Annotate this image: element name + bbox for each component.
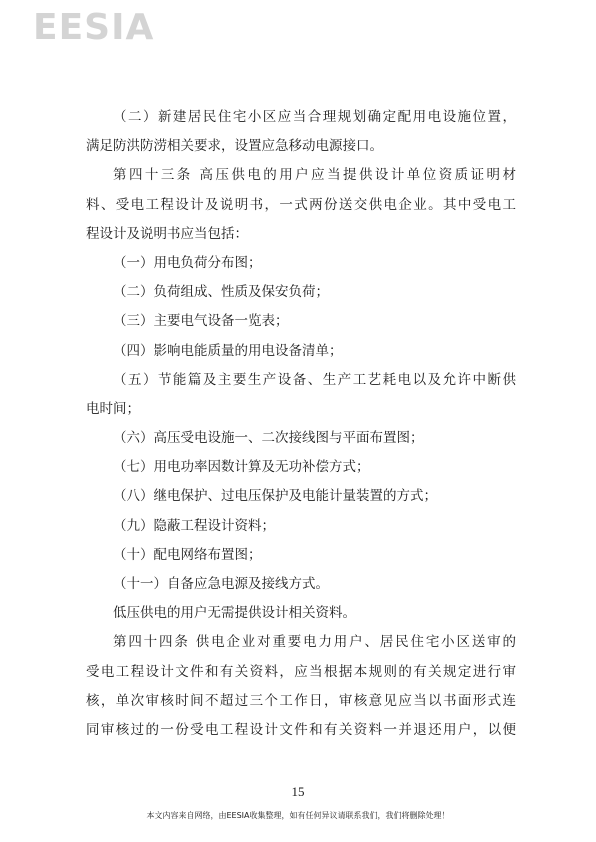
- text-line: （二）负荷组成、性质及保安负荷；: [113, 284, 329, 301]
- text-line: 低压供电的用户无需提供设计相关资料。: [113, 605, 356, 622]
- footer-disclaimer: 本文内容来自网络，由EESIA收集整理，如有任何异议请联系我们，我们将删除处理！: [146, 811, 450, 820]
- text-line: 受电工程设计文件和有关资料，应当根据本规则的有关规定进行审: [86, 663, 516, 680]
- text-line: （一）用电负荷分布图；: [113, 254, 262, 271]
- text-line: （七）用电功率因数计算及无功补偿方式；: [113, 459, 370, 476]
- text-line: 第四十三条 高压供电的用户应当提供设计单位资质证明材: [113, 167, 516, 184]
- text-line: （二）新建居民住宅小区应当合理规划确定配用电设施位置，: [113, 109, 516, 125]
- text-line: （八）继电保护、过电压保护及电能计量装置的方式；: [113, 488, 437, 505]
- text-line: 满足防洪防涝相关要求，设置应急移动电源接口。: [86, 138, 383, 155]
- eesia-logo: EESIA: [33, 7, 155, 48]
- text-line: 程设计及说明书应当包括：: [86, 225, 248, 242]
- text-line: （十）配电网络布置图；: [113, 546, 262, 563]
- document-body: [86, 103, 516, 745]
- page-number: 15: [291, 784, 305, 799]
- text-line: （九）隐蔽工程设计资料；: [113, 517, 275, 534]
- text-line: 料、受电工程设计及说明书，一式两份送交供电企业。其中受电工: [86, 196, 516, 213]
- text-line: （十一）自备应急电源及接线方式。: [113, 576, 329, 592]
- text-line: （四）影响电能质量的用电设备清单；: [113, 342, 343, 359]
- text-line: （六）高压受电设施一、二次接线图与平面布置图；: [113, 430, 424, 447]
- text-line: （三）主要电气设备一览表；: [113, 313, 289, 330]
- text-line: 第四十四条 供电企业对重要电力用户、居民住宅小区送审的: [113, 634, 516, 651]
- text-line: 电时间；: [86, 400, 140, 417]
- text-line: （五）节能篇及主要生产设备、生产工艺耗电以及允许中断供: [113, 371, 516, 388]
- text-line: 核，单次审核时间不超过三个工作日，审核意见应当以书面形式连: [86, 692, 516, 709]
- text-line: 同审核过的一份受电工程设计文件和有关资料一并退还用户，以便: [86, 721, 516, 738]
